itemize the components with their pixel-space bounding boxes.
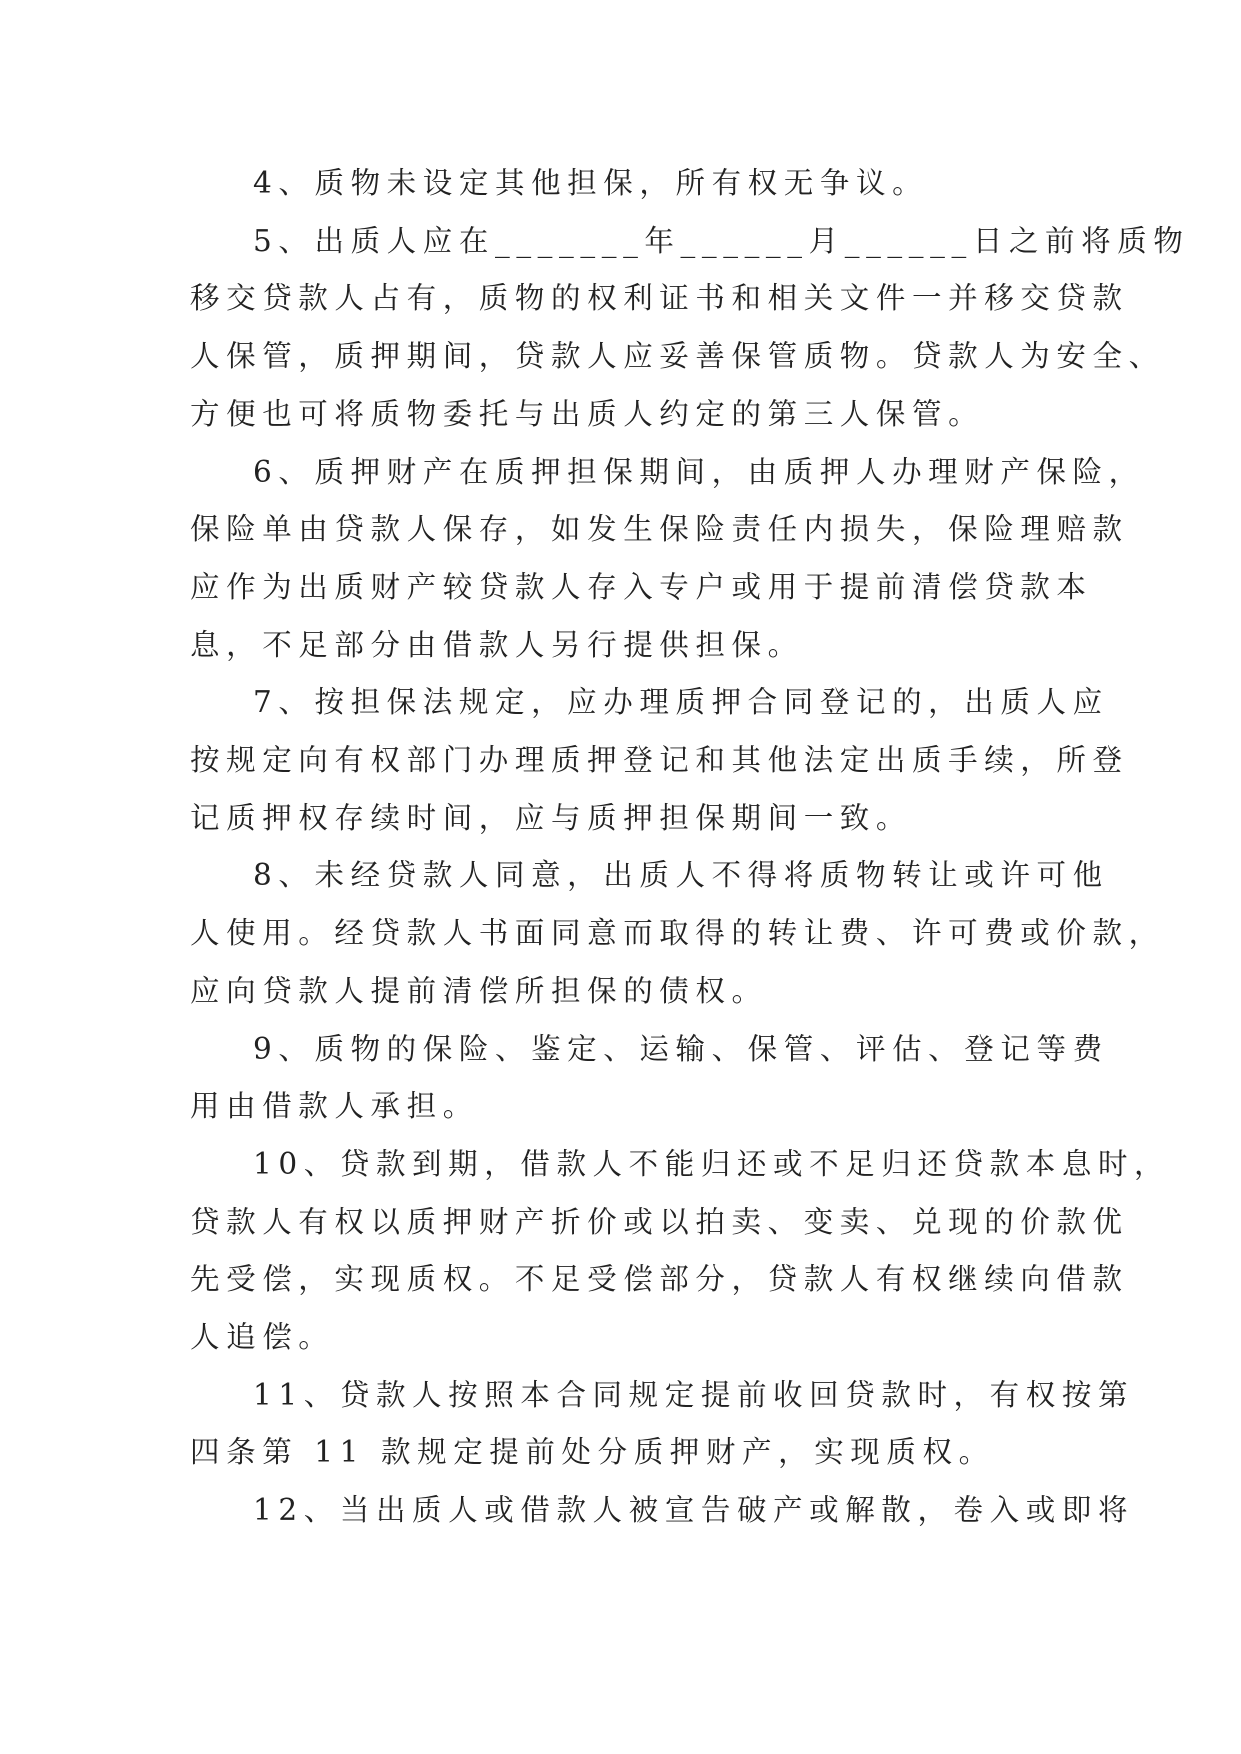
paragraph-line: 保险单由贷款人保存，如发生保险责任内损失，保险理赔款 <box>190 512 1129 547</box>
paragraph-7 <box>190 1136 1171 1367</box>
paragraph-line: 5、出质人应在_______年______月______日之前将质物 <box>253 223 1190 258</box>
paragraph-line: 12、当出质人或借款人被宣告破产或解散，卷入或即将 <box>253 1493 1135 1528</box>
paragraph-line: 10、贷款到期，借款人不能归还或不足归还贷款本息时， <box>253 1146 1171 1181</box>
paragraph-line: 人保管，质押期间，贷款人应妥善保管质物。贷款人为安全、 <box>190 339 1165 374</box>
paragraph-6 <box>190 1021 1109 1136</box>
paragraph-line: 人追偿。 <box>190 1320 335 1355</box>
paragraph-line: 7、按担保法规定，应办理质押合同登记的，出质人应 <box>253 685 1109 720</box>
paragraph-8 <box>190 1367 1135 1482</box>
paragraph-1 <box>190 155 1052 213</box>
paragraph-line: 8、未经贷款人同意，出质人不得将质物转让或许可他 <box>253 858 1109 893</box>
paragraph-9 <box>190 1482 1135 1540</box>
paragraph-4 <box>190 674 1129 847</box>
paragraph-line: 11、贷款人按照本合同规定提前收回贷款时，有权按第 <box>253 1377 1135 1412</box>
paragraph-line: 人使用。经贷款人书面同意而取得的转让费、许可费或价款， <box>190 916 1165 951</box>
paragraph-line: 方便也可将质物委托与出质人约定的第三人保管。 <box>190 396 985 431</box>
paragraph-line: 四条第 11 款规定提前处分质押财产，实现质权。 <box>190 1435 995 1470</box>
paragraph-3 <box>190 444 1145 675</box>
paragraph-line: 用由借款人承担。 <box>190 1089 479 1124</box>
paragraph-line: 贷款人有权以质押财产折价或以拍卖、变卖、兑现的价款优 <box>190 1204 1129 1239</box>
paragraph-line: 记质押权存续时间，应与质押担保期间一致。 <box>190 800 913 835</box>
paragraph-line: 移交贷款人占有，质物的权利证书和相关文件一并移交贷款 <box>190 281 1129 316</box>
document-body <box>190 155 1190 1540</box>
paragraph-line: 9、质物的保险、鉴定、运输、保管、评估、登记等费 <box>253 1031 1109 1066</box>
paragraph-line: 6、质押财产在质押担保期间，由质押人办理财产保险， <box>253 454 1145 489</box>
paragraph-line: 应作为出质财产较贷款人存入专户或用于提前清偿贷款本 <box>190 569 1093 604</box>
paragraph-line: 先受偿，实现质权。不足受偿部分，贷款人有权继续向借款 <box>190 1262 1129 1297</box>
paragraph-line: 应向贷款人提前清偿所担保的债权。 <box>190 973 768 1008</box>
paragraph-2 <box>190 213 1190 444</box>
paragraph-line: 息，不足部分由借款人另行提供担保。 <box>190 627 804 662</box>
paragraph-line: 按规定向有权部门办理质押登记和其他法定出质手续，所登 <box>190 743 1129 778</box>
paragraph-5 <box>190 847 1165 1020</box>
paragraph-line: 4、质物未设定其他担保，所有权无争议。 <box>253 166 929 200</box>
